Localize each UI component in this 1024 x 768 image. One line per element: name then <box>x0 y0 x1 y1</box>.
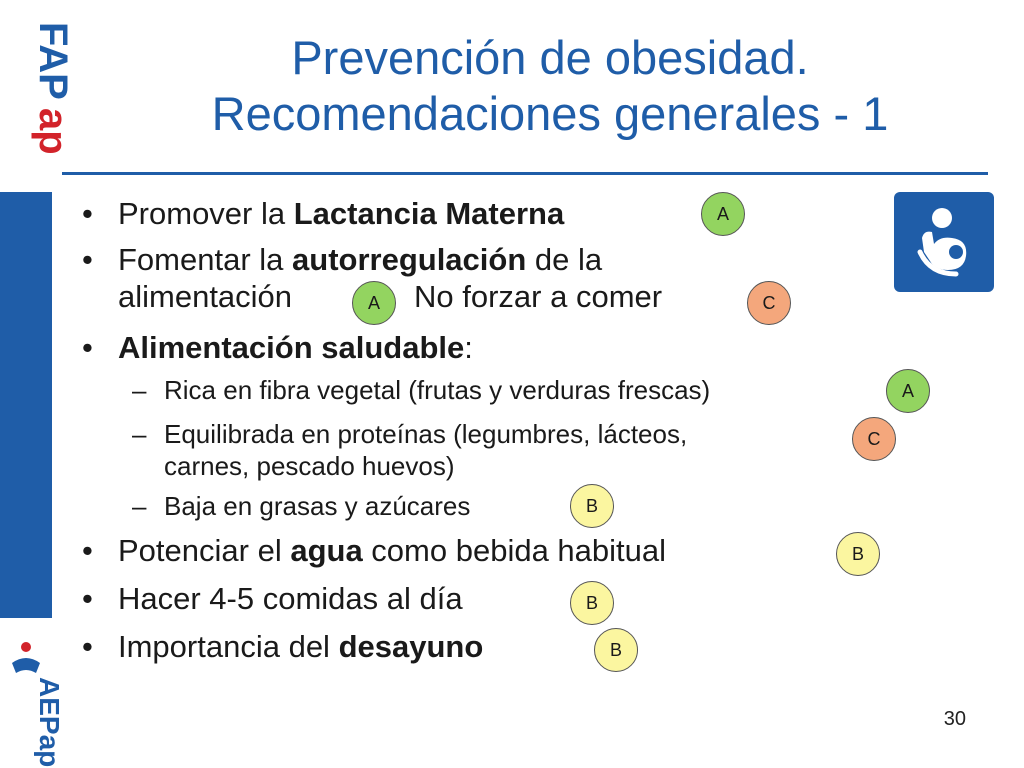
svg-text:FAP: FAP <box>31 22 75 100</box>
title-line-2: Recomendaciones generales - 1 <box>211 87 889 140</box>
list-item-bold: Alimentación saludable <box>118 330 465 365</box>
bullet-dot: • <box>82 330 93 365</box>
list-item-text: Fomentar la <box>118 242 293 277</box>
sub-list-item: Equilibrada en proteínas (legumbres, lácteos, <box>164 419 688 449</box>
grade-badge: B <box>594 628 638 672</box>
list-item-bold: desayuno <box>338 629 484 664</box>
grade-badge: C <box>852 417 896 461</box>
bullet-dot: • <box>82 242 93 277</box>
svg-text:AEPap: AEPap <box>34 677 65 768</box>
sub-list-item: Rica en fibra vegetal (frutas y verduras frescas) <box>164 375 711 405</box>
sub-bullet-dash: – <box>132 375 147 405</box>
list-item-text: Potenciar el <box>118 533 291 568</box>
bullet-dot: • <box>82 196 93 231</box>
sub-list-item-continuation: carnes, pescado huevos) <box>164 451 455 481</box>
list-item-continuation: alimentación <box>118 279 293 314</box>
list-item-bold: agua <box>290 533 363 568</box>
fapap-logo <box>0 18 75 158</box>
list-item-text: de la <box>526 242 603 277</box>
bullet-dot: • <box>82 533 93 568</box>
sub-bullet-dash: – <box>132 491 147 521</box>
aepap-logo <box>0 625 65 768</box>
list-item-text: : <box>464 330 473 365</box>
svg-text:ap: ap <box>31 108 75 155</box>
sub-bullet-dash: – <box>132 419 147 449</box>
title-underline <box>62 172 988 175</box>
sidebar <box>0 0 75 768</box>
list-item-text: Importancia del <box>118 629 339 664</box>
list-item-text: No forzar a comer <box>414 279 663 314</box>
list-item-text: Promover la <box>118 196 294 231</box>
bullet-dot: • <box>82 629 93 664</box>
slide-title <box>110 30 990 142</box>
list-item <box>118 331 473 365</box>
sub-list-item: Baja en grasas y azúcares <box>164 491 471 521</box>
list-item-text: como bebida habitual <box>362 533 667 568</box>
title-line-1: Prevención de obesidad. <box>291 31 809 84</box>
page-number: 30 <box>943 708 966 730</box>
grade-badge: B <box>836 532 880 576</box>
grade-badge: A <box>701 192 745 236</box>
grade-badge: C <box>747 281 791 325</box>
list-item <box>118 630 483 664</box>
grade-badge: B <box>570 581 614 625</box>
grade-badge: A <box>886 369 930 413</box>
sidebar-accent-bar <box>0 192 52 618</box>
list-item <box>118 534 666 568</box>
list-item-bold: Lactancia Materna <box>293 196 565 231</box>
bullet-dot: • <box>82 581 93 616</box>
list-item: Hacer 4-5 comidas al día <box>118 581 463 616</box>
list-item <box>118 197 564 231</box>
grade-badge: A <box>352 281 396 325</box>
breastfeeding-icon <box>894 192 994 292</box>
grade-badge: B <box>570 484 614 528</box>
list-item-bold: autorregulación <box>292 242 527 277</box>
list-item <box>118 243 602 277</box>
